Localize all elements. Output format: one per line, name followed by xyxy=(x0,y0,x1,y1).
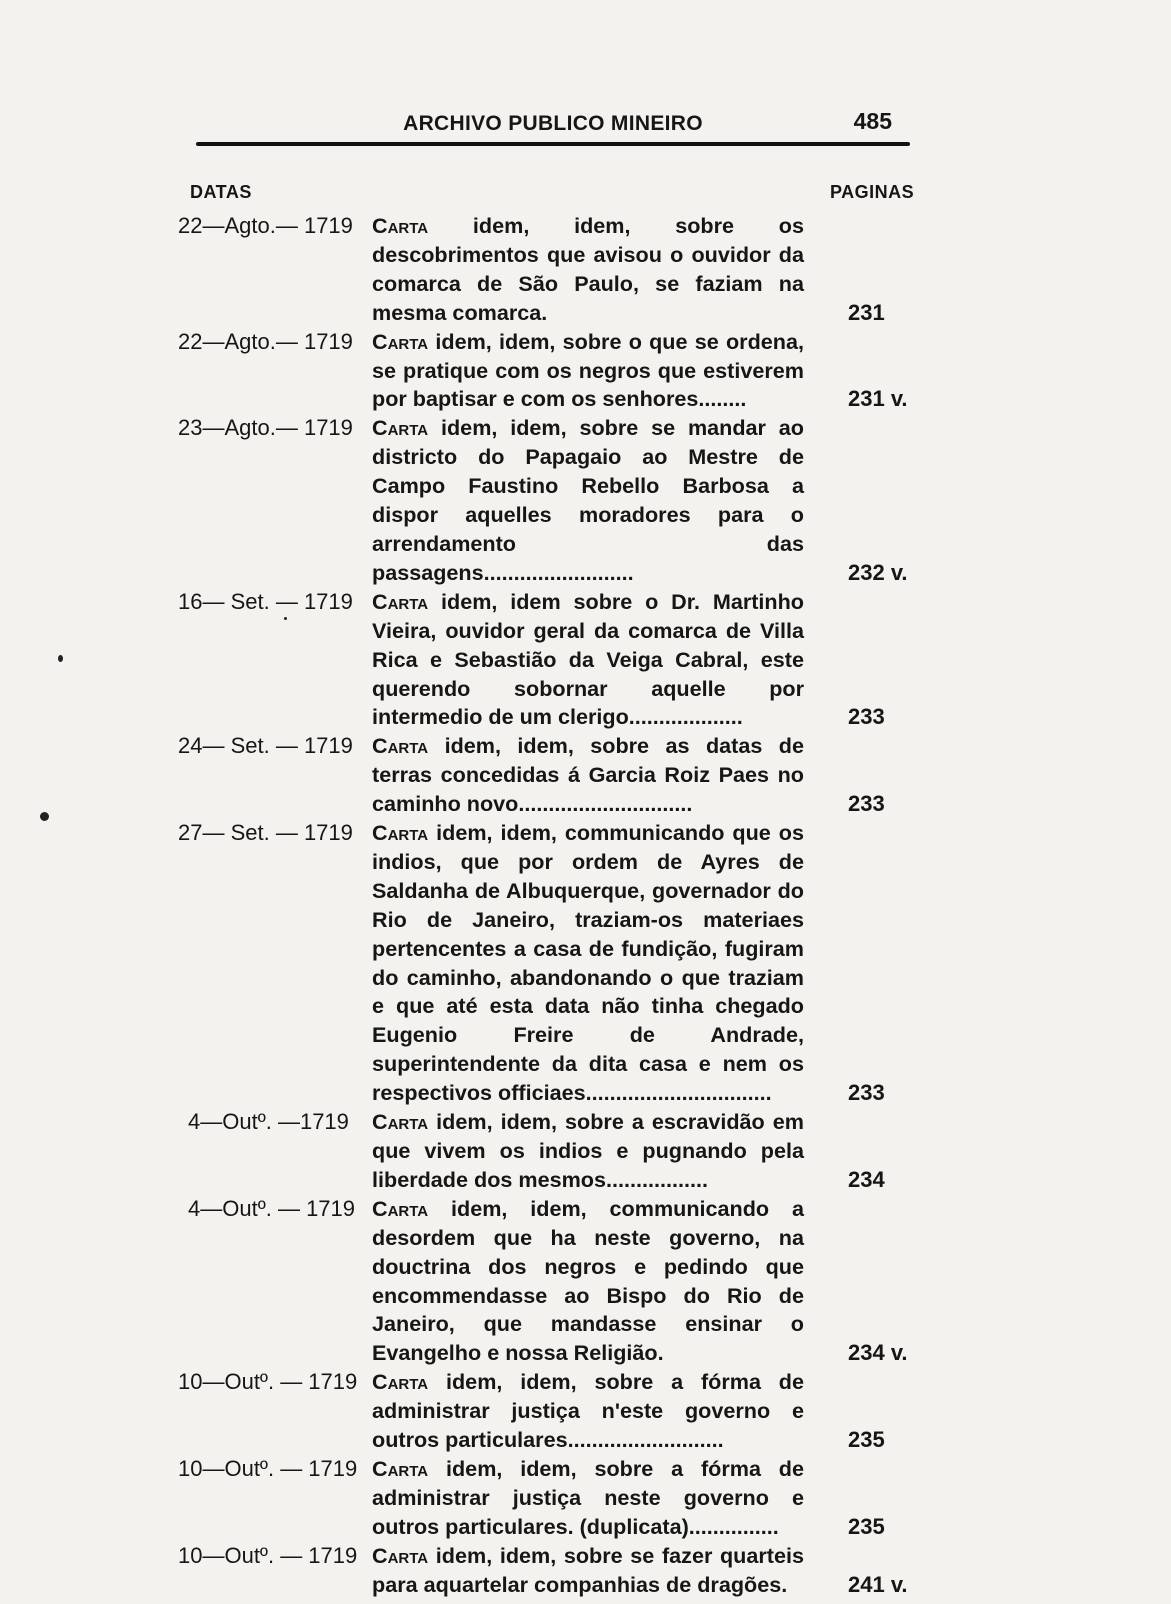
entry-description xyxy=(372,1195,804,1368)
entry-text: idem, idem, sobre a escravidão em que vivem os indios e pugnando pela liberdade dos mesmos................. xyxy=(372,1109,804,1192)
entry-description xyxy=(372,819,804,1108)
entry-description xyxy=(372,328,804,415)
dates-column-heading: DATAS xyxy=(190,182,252,202)
entry-page-ref: 231 xyxy=(848,299,885,325)
header-rule xyxy=(196,142,910,146)
entry-page-ref: 233 xyxy=(848,704,885,730)
entry-text: idem, idem, sobre o que se ordena, se pratique com os negros que estiverem por baptisar e com os senhores........ xyxy=(372,328,804,412)
entry-lead-word: Carta xyxy=(372,733,429,759)
entry-page-ref: 241 v. xyxy=(848,1571,908,1597)
entry-description xyxy=(372,1108,804,1195)
entry-description xyxy=(372,212,804,328)
entry-row xyxy=(0,1542,1171,1600)
entry-text: idem, idem, sobre a fórma de administrar justiça n'este governo e outros particulares.......................... xyxy=(372,1369,804,1453)
pages-column-heading: PAGINAS xyxy=(830,182,915,202)
print-speck xyxy=(58,655,63,662)
entry-row xyxy=(0,732,1171,819)
entry-text: idem, idem, sobre a fórma de administrar justiça neste governo e outros particulares. (duplicata)............... xyxy=(372,1455,804,1539)
entry-lead-word: Carta xyxy=(372,1455,429,1481)
entry-page-ref: 235 xyxy=(848,1427,885,1453)
entry-description xyxy=(372,1455,804,1542)
entry-page-ref: 234 v. xyxy=(848,1340,908,1366)
entry-description xyxy=(372,732,804,819)
entry-page-ref: 235 xyxy=(848,1513,885,1539)
entry-page-ref: 233 xyxy=(848,1080,885,1106)
entries-list xyxy=(0,212,1171,1600)
entry-row xyxy=(0,1108,1171,1195)
entry-date: 16— Set. — 1719 xyxy=(178,588,353,614)
entry-text: idem, idem, sobre os descobrimentos que avisou o ouvidor da comarca de São Paulo, se faziam na mesma comarca. xyxy=(372,213,804,325)
entry-lead-word: Carta xyxy=(372,1109,429,1135)
entry-date: 10—Outº. — 1719 xyxy=(178,1369,358,1395)
entry-text: idem, idem sobre o Dr. Martinho Vieira, ouvidor geral da comarca de Villa Rica e Sebastião da Veiga Cabral, este querendo sobornar aquelle por intermedio de um clerigo................... xyxy=(372,588,804,730)
entry-date: 4—Outº. —1719 xyxy=(188,1109,349,1135)
entry-text: idem, idem, communicando que os indios, que por ordem de Ayres de Saldanha de Albuquerque, governador do Rio de Janeiro, traziam-os materiaes pertencentes a casa de fundição, fugiram do caminho, abandonando o que traziam e que até esta data não tinha chegado Eugenio Freire de Andrade, superintendente da dita casa e nem os respectivos officiaes............................... xyxy=(372,820,804,1106)
header-title: ARCHIVO PUBLICO MINEIRO xyxy=(403,112,703,135)
entry-description xyxy=(372,1368,804,1455)
entry-date: 27— Set. — 1719 xyxy=(178,820,353,846)
entry-lead-word: Carta xyxy=(372,415,429,441)
running-header xyxy=(196,108,910,144)
entry-date: 22—Agto.— 1719 xyxy=(178,213,353,238)
entry-text: idem, idem, sobre se fazer quarteis para aquartelar companhias de dragões. xyxy=(372,1542,804,1597)
page-number: 485 xyxy=(853,108,892,134)
entry-date: 10—Outº. — 1719 xyxy=(178,1542,358,1568)
entry-page-ref: 234 xyxy=(848,1166,885,1192)
entry-date: 24— Set. — 1719 xyxy=(178,733,353,759)
entry-lead-word: Carta xyxy=(372,820,429,846)
entry-page-ref: 231 v. xyxy=(848,386,908,412)
entry-description xyxy=(372,588,804,733)
entry-row xyxy=(0,328,1171,415)
print-speck xyxy=(40,812,49,821)
entry-description xyxy=(372,1542,804,1600)
entry-date: 22—Agto.— 1719 xyxy=(178,328,353,354)
entry-description xyxy=(372,414,804,587)
entry-row xyxy=(0,1195,1171,1368)
entry-row xyxy=(0,414,1171,587)
entry-row xyxy=(0,588,1171,733)
entry-lead-word: Carta xyxy=(372,328,429,354)
entry-text: idem, idem, sobre se mandar ao districto do Papagaio ao Mestre de Campo Faustino Rebello Barbosa a dispor aquelles moradores para o arrendamento das passagens......................... xyxy=(372,415,804,585)
entry-row xyxy=(0,212,1171,328)
entry-date: 4—Outº. — 1719 xyxy=(188,1195,356,1221)
entry-lead-word: Carta xyxy=(372,1369,429,1395)
entry-row xyxy=(0,1368,1171,1455)
entry-row xyxy=(0,1455,1171,1542)
entry-lead-word: Carta xyxy=(372,213,429,238)
entry-lead-word: Carta xyxy=(372,1195,429,1221)
entry-lead-word: Carta xyxy=(372,588,429,614)
entry-date: 10—Outº. — 1719 xyxy=(178,1455,358,1481)
entry-lead-word: Carta xyxy=(372,1542,429,1568)
entry-page-ref: 232 v. xyxy=(848,559,908,585)
print-speck xyxy=(284,617,287,620)
entry-date: 23—Agto.— 1719 xyxy=(178,415,353,441)
entry-text: idem, idem, sobre as datas de terras concedidas á Garcia Roiz Paes no caminho novo............................. xyxy=(372,733,804,817)
entry-text: idem, idem, communicando a desordem que ha neste governo, na douctrina dos negros e pedindo que encommendasse ao Bispo do Rio de Janeiro, que mandasse ensinar o Evangelho e nossa Religião. xyxy=(372,1195,804,1366)
entry-page-ref: 233 xyxy=(848,791,885,817)
entry-row xyxy=(0,819,1171,1108)
